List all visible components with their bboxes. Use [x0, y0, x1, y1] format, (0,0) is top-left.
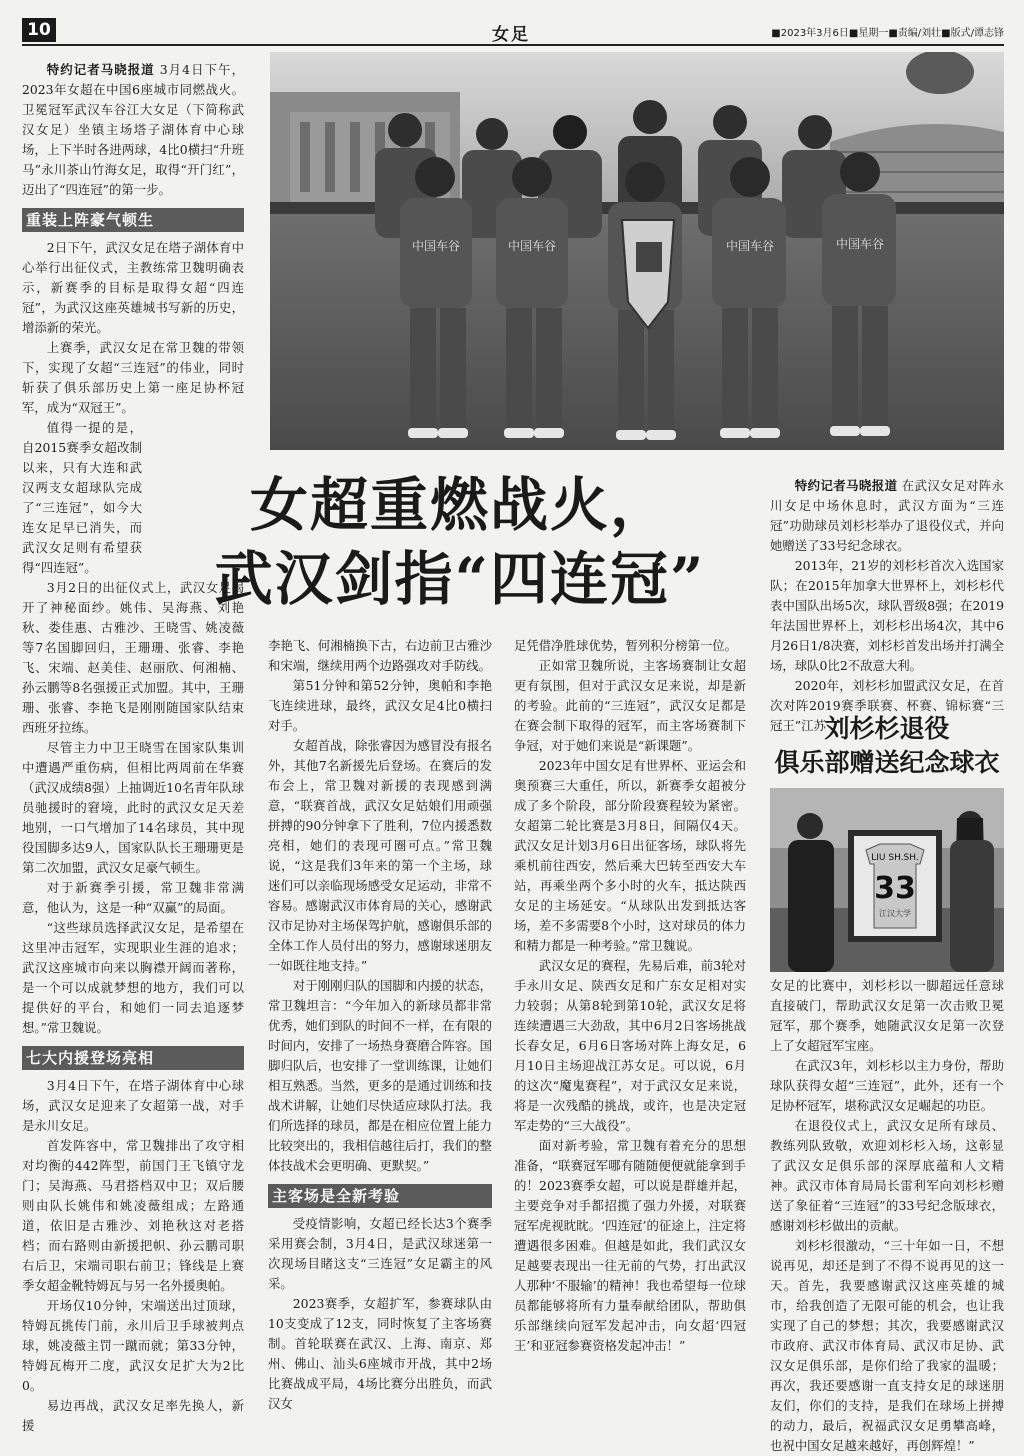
body-paragraph: 3月4日下午，在塔子湖体育中心球场，武汉女足迎来了女超第一战，对手是永川女足。 [22, 1078, 244, 1133]
headline-line-2: 武汉剑指“四连冠” [214, 545, 706, 613]
body-paragraph: 刘杉杉很激动，“三十年如一日，不想说再见，却还是到了不得不说再见的这一天。首先，我要感谢武汉这座英雄的城市，给我创造了无限可能的机会，也让我实现了自己的梦想；其次，我要感谢武汉市政府、武汉市体育局、武汉市足协、武汉女足俱乐部，是你们给了我家的温暖；再次，我还要感谢一直支持女足的球迷朋友们，你们的支持，是我们在球场上拼搏的动力，最后，祝福武汉女足勇攀高峰，也祝中国女足越来越好，再创辉煌！” [770, 1238, 1004, 1453]
body-paragraph: 第51分钟和第52分钟，奥帕和李艳飞连续进球，最终，武汉女足4比0横扫对手。 [268, 678, 492, 733]
body-paragraph: 受疫情影响，女超已经长达3个赛季采用赛会制，3月4日，是武汉球迷第一次现场目睹这支“三连冠”女足霸主的风采。 [268, 1216, 492, 1291]
body-paragraph: 足凭借净胜球优势，暂列积分榜第一位。 [514, 638, 738, 653]
right-middle-column [514, 636, 746, 1356]
body-paragraph: 在武汉3年，刘杉杉以主力身份，帮助球队获得女超“三连冠”，此外，还有一个足协杯冠军，堪称武汉女足崛起的功臣。 [770, 1058, 1004, 1113]
body-paragraph: “这些球员选择武汉女足，是希望在这里冲击冠军，实现职业生涯的追求；武汉这座城市向来以胸襟开阔而著称，是一个可以成就梦想的地方，我们可以提供好的平台，和她们一同去追逐梦想。”常卫魏说。 [22, 920, 244, 1035]
subhead-3: 主客场是全新考验 [268, 1184, 492, 1208]
subhead-1: 重装上阵豪气顿生 [22, 208, 244, 232]
secondary-headline-line-2: 俱乐部赠送纪念球衣 [774, 748, 1000, 777]
byline: 特约记者马晓报道 [46, 62, 155, 77]
body-paragraph: 2020年，刘杉杉加盟武汉女足，在首次对阵2019赛季联赛、杯赛、锦标赛“三冠王”江苏 [770, 678, 1004, 733]
headline-line-1: 女超重燃战火， [249, 471, 670, 539]
body-paragraph: 女足的比赛中，刘杉杉以一脚超远任意球直接破门，帮助武汉女足第一次击败卫冕冠军，那个赛季，她随武汉女足第一次登上了女超冠军宝座。 [770, 978, 1004, 1053]
body-paragraph: 面对新考验，常卫魏有着充分的思想准备，“联赛冠军哪有随随便便就能拿到手的！2023赛季女超，可以说是群雄并起，主要竞争对手都招揽了强力外援，对联赛冠军虎视眈眈。‘四连冠’的征途上，注定将遭遇很多困难。但越是如此，我们武汉女足越要表现出一往无前的气势，打出武汉人那种‘不服输’的精神！我也希望每一位球员都能够将所有力量奉献给团队，帮助俱乐部继续向冠军发起冲击，向女超‘四冠王’和亚冠参赛资格发起冲击！” [514, 1138, 746, 1353]
body-paragraph: 2013年，21岁的刘杉杉首次入选国家队；在2015年加拿大世界杯上，刘杉杉代表中国队出场5次，球队晋级8强；在2019年法国世界杯上，刘杉杉出场4次，其中6月26日1/8决赛，刘杉杉首发出场并打满全场，球队0比2不敌意大利。 [770, 558, 1004, 673]
body-paragraph: 上赛季，武汉女足在常卫魏的带领下，实现了女超“三连冠”的伟业，同时斩获了俱乐部历史上第一座足协杯冠军，成为“双冠王”。 [22, 340, 244, 415]
retirement-photo-illustration [770, 788, 1004, 972]
byline: 特约记者马晓报道 [794, 478, 898, 493]
right-column-bottom [770, 976, 1004, 1456]
body-paragraph: 2023年中国女足有世界杯、亚运会和奥预赛三大重任，所以，新赛季女超被分成了多个阶段，部分阶段赛程较为紧密。女超第二轮比赛是3月8日，间隔仅4天。武汉女足计划3月6日出征客场，球队将先乘机前往西安，然后乘大巴转至西安大车站，再乘坐两个多小时的火车，抵达陕西女足的主场延安。“从球队出发到抵达客场，差不多需要8个小时，这对球员的体力和精力都是一种考验。”常卫魏说。 [514, 758, 746, 953]
page-header [22, 18, 1004, 46]
body-paragraph: 女超首战，除张睿因为感冒没有报名外，其他7名新援先后登场。在赛后的发布会上，常卫魏对新援的表现感到满意，“联赛首战，武汉女足姑娘们用顽强拼搏的90分钟拿下了胜利，7位内援悉数亮相，她们的表现可圈可点。”常卫魏说，“这是我们3年来的第一个主场，球迷们可以亲临现场感受女足运动，非常不容易。感谢武汉市体育局的关心，感谢武汉市足协对主场保驾护航，感谢俱乐部的全体工作人员付出的努力，感谢球迷朋友一如既往地支持。” [268, 738, 492, 973]
subhead-2: 七大内援登场亮相 [22, 1046, 244, 1070]
body-paragraph: 正如常卫魏所说，主客场赛制让女超更有氛围，但对于武汉女足来说，却是新的考验。此前的“三连冠”，武汉女足都是在赛会制下取得的冠军，而主客场赛制下争冠，对于她们来说是“新课题”。 [514, 658, 746, 753]
body-paragraph: 武汉女足的赛程，先易后难，前3轮对手永川女足、陕西女足和广东女足相对实力较弱；从第8轮到第10轮，武汉女足将连续遭遇三大劲敌，其中6月2日客场挑战长春女足，6月6日客场对阵上海女足，6月10日主场迎战江苏女足。可以说，6月的这次“魔鬼赛程”，对于武汉女足来说，将是一次残酷的挑战，或许，也是决定冠军走势的“三大战役”。 [514, 958, 746, 1133]
jersey-text: 中国车谷 [507, 239, 557, 253]
body-paragraph: 易边再战，武汉女足率先换人，新援 [22, 1398, 244, 1433]
body-paragraph: 2023赛季，女超扩军，参赛球队由10支变成了12支，同时恢复了主客场赛制。首轮联赛在武汉、上海、南京、郑州、佛山、汕头6座城市开战，其中2场比赛战成平局，4场比赛分出胜负，而武汉女 [268, 1296, 492, 1411]
middle-column [268, 636, 492, 1414]
dateline: ■2023年3月6日■星期一■责编/刘壮■版式/谭志锋 [771, 28, 1004, 39]
team-photo [270, 52, 1004, 450]
jersey-text: 中国车谷 [411, 239, 461, 253]
jersey-text: 中国车谷 [835, 237, 885, 251]
jersey-text: 中国车谷 [725, 239, 775, 253]
secondary-headline-line-1: 刘杉杉退役 [824, 714, 950, 743]
jersey-sponsor: 江汉大学 [879, 909, 911, 918]
right-column-top [770, 476, 1004, 736]
body-paragraph: 首发阵容中，常卫魏排出了攻守相对均衡的442阵型，前国门王飞镇守龙门；吴海燕、马君搭档双中卫；双后腰则由队长姚伟和姚凌薇组成；左路通道，依旧是古雅沙、刘艳秋这对老搭档；而右路则由新援把帜、孙云鹏司职右后卫，宋端司职右前卫；锋线是上赛季女超金靴特姆瓦与另一名外援奥帕。 [22, 1138, 244, 1293]
lead-paragraph: 特约记者马晓报道 在武汉女足对阵永川女足中场休息时，武汉方面为“三连冠”功勋球员刘杉杉举办了退役仪式，并向她赠送了33号纪念球衣。 [770, 478, 1004, 553]
body-paragraph: 3月2日的出征仪式上，武汉女足揭开了神秘面纱。姚伟、吴海燕、刘艳秋、娄佳惠、古雅沙、王晓雪、姚凌薇等7名国脚回归，王珊珊、张睿、李艳飞、宋端、赵美佳、赵丽欣、何湘楠、孙云鹏等8名强援正式加盟。其中，王珊珊、张睿、李艳飞是刚刚随国家队结束西班牙拉练。 [22, 580, 244, 735]
page-number: 10 [22, 18, 56, 42]
team-photo-illustration [270, 52, 1004, 450]
section-name: 女足 [492, 25, 530, 45]
left-column [22, 60, 244, 1436]
body-paragraph: 李艳飞、何湘楠换下古，右边前卫古雅沙和宋端，继续用两个边路强攻对手防线。 [268, 638, 492, 673]
body-paragraph: 尽管主力中卫王晓雪在国家队集训中遭遇严重伤病，但相比两周前在华赛（武汉成绩8强）上抽调近10名青年队球员驰援时的窘境，此时的武汉女足天差地别，一口气增加了14名球员，其中现役国脚多达9人，国家队队长王珊珊更是第二次加盟，武汉女足豪气顿生。 [22, 740, 244, 875]
body-paragraph: 对于刚刚归队的国脚和内援的状态，常卫魏坦言：“今年加入的新球员都非常优秀，她们到队的时间不一样，在有限的时间内，安排了一场热身赛磨合阵容。国脚归队后，也安排了一堂训练课，让她们相互熟悉。当然，更多的是通过训练和技战术讲解，让她们尽快适应球队打法。我们所选择的球员，都是在相应位置上能力比较突出的，我相信越往后打，我们的整体技战术会更明确、更默契。” [268, 978, 492, 1173]
body-paragraph: 值得一提的是，自2015赛季女超改制以来，只有大连和武汉两支女超球队完成了“三连冠”，如今大连女足早已消失，而武汉女足则有希望获得“四连冠”。 [22, 420, 142, 575]
jersey-number: 33 [874, 871, 916, 906]
body-paragraph: 对于新赛季引援，常卫魏非常满意，他认为，这是一种“双赢”的局面。 [22, 880, 244, 915]
body-paragraph: 开场仅10分钟，宋端送出过顶球，特姆瓦挑传门前，永川后卫手球被判点球，姚凌薇主罚一蹴而就；第33分钟，特姆瓦梅开二度，武汉女足扩大为2比0。 [22, 1298, 244, 1393]
secondary-headline [770, 712, 1004, 780]
lead-paragraph: 特约记者马晓报道 3月4日下午，2023年女超在中国6座城市同燃战火。卫冕冠军武汉车谷江大女足（下简称武汉女足）坐镇主场塔子湖体育中心球场，上下半时各进两球，4比0横扫“升班马”永川茶山竹海女足，取得“开门红”，迈出了“四连冠”的第一步。 [22, 62, 244, 197]
body-paragraph: 2日下午，武汉女足在塔子湖体育中心举行出征仪式，主教练常卫魏明确表示，新赛季的目标是取得女超“四连冠”，为武汉这座英雄城书写新的历史，增添新的荣光。 [22, 240, 244, 335]
body-paragraph: 在退役仪式上，武汉女足所有球员、教练列队致敬，欢迎刘杉杉入场，这彰显了武汉女足俱乐部的深厚底蕴和人文精神。武汉市体育局局长雷利军向刘杉杉赠送了象征着“三连冠”的33号纪念版球衣，感谢刘杉杉做出的贡献。 [770, 1118, 1004, 1233]
jersey-name: LIU SH.SH. [871, 853, 919, 863]
retirement-photo [770, 788, 1004, 972]
